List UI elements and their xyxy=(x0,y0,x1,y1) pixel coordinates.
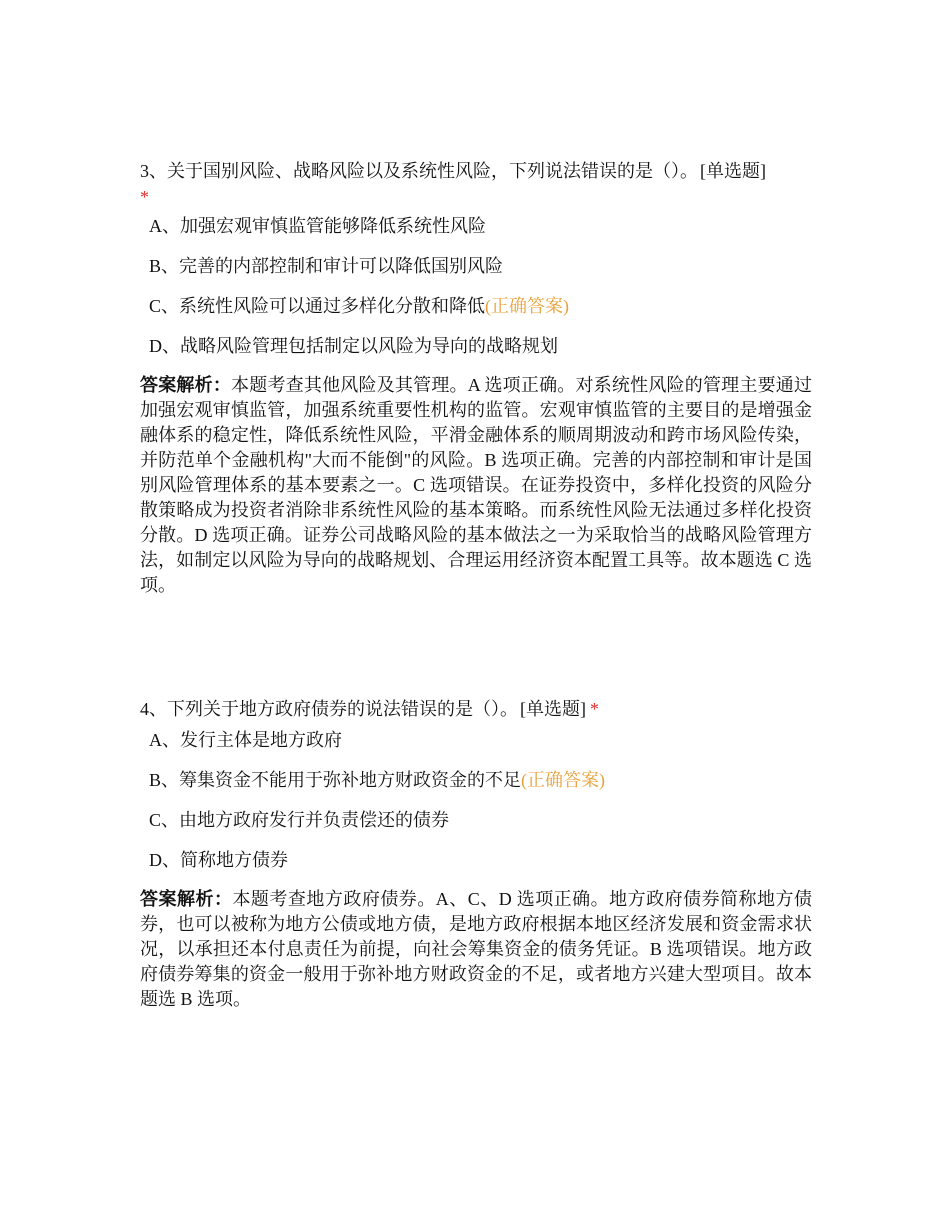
correct-answer-mark: (正确答案) xyxy=(485,296,570,316)
option-text: D、简称地方债券 xyxy=(149,850,288,870)
option-text: B、筹集资金不能用于弥补地方财政资金的不足 xyxy=(149,770,522,790)
required-marker: * xyxy=(590,699,599,719)
option-a[interactable] xyxy=(140,212,812,240)
required-marker: * xyxy=(140,187,149,207)
option-list xyxy=(140,212,812,360)
question-4 xyxy=(140,695,812,1030)
option-text: A、加强宏观审慎监管能够降低系统性风险 xyxy=(149,216,486,236)
correct-answer-mark: (正确答案) xyxy=(521,770,606,790)
option-text: A、发行主体是地方政府 xyxy=(149,730,342,750)
answer-analysis xyxy=(140,373,812,598)
analysis-label: 答案解析： xyxy=(140,375,232,395)
option-text: B、完善的内部控制和审计可以降低国别风险 xyxy=(149,256,504,276)
analysis-text: 本题考查其他风险及其管理。A 选项正确。对系统性风险的管理主要通过加强宏观审慎监管，加强系统重要性机构的监管。宏观审慎监管的主要目的是增强金融体系的稳定性，降低系统性风险，平滑金融体系的顺周期波动和跨市场风险传染，并防范单个金融机构"大而不能倒"的风险。B 选项正确。完善的内部控制和审计是国别风险管理体系的基本要素之一。C 选项错误。在证券投资中，多样化投资的风险分散策略成为投资者消除非系统性风险的基本策略。而系统性风险无法通过多样化投资分散。D 选项正确。证券公司战略风险的基本做法之一为采取恰当的战略风险管理方法，如制定以风险为导向的战略规划、合理运用经济资本配置工具等。故本题选 C 选项。 xyxy=(140,375,812,595)
question-title xyxy=(140,695,812,723)
question-text: 4、下列关于地方政府债券的说法错误的是（）。 xyxy=(140,699,518,719)
option-a[interactable] xyxy=(140,726,812,754)
question-3 xyxy=(140,157,812,616)
analysis-text: 本题考查地方政府债券。A、C、D 选项正确。地方政府债券简称地方债券，也可以被称为地方公债或地方债，是地方政府根据本地区经济发展和资金需求状况，以承担还本付息责任为前提，向社会筹集资金的债务凭证。B 选项错误。地方政府债券筹集的资金一般用于弥补地方财政资金的不足，或者地方兴建大型项目。故本题选 B 选项。 xyxy=(140,889,812,1009)
option-text: D、战略风险管理包括制定以风险为导向的战略规划 xyxy=(149,336,558,356)
question-text: 3、关于国别风险、战略风险以及系统性风险，下列说法错误的是（）。 xyxy=(140,161,698,181)
question-type: [单选题] xyxy=(520,699,586,719)
question-title xyxy=(140,157,812,209)
option-b[interactable] xyxy=(140,252,812,280)
option-d[interactable] xyxy=(140,332,812,360)
answer-analysis xyxy=(140,887,812,1012)
option-c[interactable] xyxy=(140,292,812,320)
option-text: C、系统性风险可以通过多样化分散和降低 xyxy=(149,296,486,316)
option-list xyxy=(140,726,812,874)
option-b[interactable] xyxy=(140,766,812,794)
option-c[interactable] xyxy=(140,806,812,834)
analysis-label: 答案解析： xyxy=(140,889,233,909)
question-type: [单选题] xyxy=(700,161,766,181)
option-d[interactable] xyxy=(140,846,812,874)
option-text: C、由地方政府发行并负责偿还的债券 xyxy=(149,810,450,830)
